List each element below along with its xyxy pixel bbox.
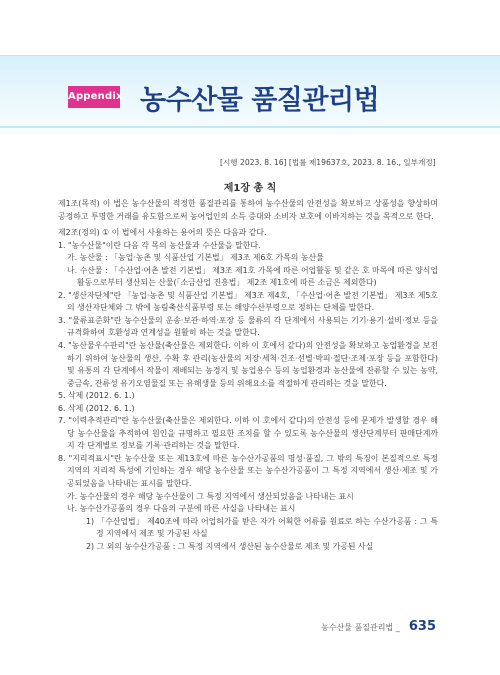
appendix-badge: Appendix bbox=[68, 86, 120, 108]
item-8-ga: 가. 농수산물의 경우 해당 농수산물이 그 특정 지역에서 생산되었음을 나타내는 표시 bbox=[67, 491, 354, 501]
item-2: 2. "생산자단체"란 「농업·농촌 및 식품산업 기본법」 제3조 제4호, 「수산업·어촌 발전 기본법」 제3조 제5호의 생산자단체와 그 밖에 농림축산식품부령 또는 해양수산부령으로 정하는 단체를 말한다. bbox=[58, 290, 438, 313]
enforcement-info: [시행 2023. 8. 16] [법률 제19637호, 2023. 8. 16., 일부개정] bbox=[220, 158, 436, 167]
law-text bbox=[58, 198, 438, 553]
document-title: 농수산물 품질관리법 bbox=[140, 85, 380, 116]
chapter-heading: 제1장 총 칙 bbox=[223, 183, 277, 194]
item-7: 7. "이력추적관리"란 농수산물(축산물은 제외한다. 이하 이 호에서 같다)의 안전성 등에 문제가 발생할 경우 해당 농수산물을 추적하여 원인을 규명하고 필요한 조치를 할 수 있도록 농수산물의 생산단계부터 판매단계까지 각 단계별로 정보를 기록·관리하는 것을 말한다. bbox=[58, 416, 438, 451]
item-6: 6. 삭제 (2012. 6. 1.) bbox=[58, 403, 135, 413]
item-1-ga: 가. 농산물 : 「농업·농촌 및 식품산업 기본법」 제3조 제6호 가목의 농산물 bbox=[67, 253, 324, 263]
item-1-na: 나. 수산물 : 「수산업·어촌 발전 기본법」 제3조 제1호 가목에 따른 어업활동 및 같은 호 마목에 따른 양식업활동으로부터 생산되는 산물(「소금산업 진흥법」 제2조 제1호에 따른 소금은 제외한다) bbox=[67, 265, 438, 288]
footer-label: 농수산물 품질관리법 bbox=[321, 623, 394, 632]
page-number: 635 bbox=[408, 619, 436, 634]
item-8-na: 나. 농수산가공품의 경우 다음의 구분에 따른 사실을 나타내는 표시 bbox=[67, 504, 296, 514]
item-8: 8. "지리적표시"란 농수산물 또는 제13호에 따른 농수산가공품의 명성·품질, 그 밖의 특징이 본질적으로 특정 지역의 지리적 특성에 기인하는 경우 해당 농수산물 또는 농수산가공품이 그 특정 지역에서 생산·제조 및 가공되었음을 나타내는 표시를 말한다. bbox=[58, 453, 438, 489]
item-1: 1. "농수산물"이란 다음 각 목의 농산물과 수산물을 말한다. bbox=[58, 240, 261, 250]
article-1: 제1조(목적) 이 법은 농수산물의 적정한 품질관리를 통하여 농수산물의 안전성을 확보하고 상품성을 향상하며 공정하고 투명한 거래를 유도함으로써 농어업인의 소득 증대와 소비자 보호에 이바지하는 것을 목적으로 한다. bbox=[58, 199, 438, 221]
item-8-na-2: 2) 그 외의 농수산가공품 : 그 특정 지역에서 생산된 농수산물로 제조 및 가공된 사실 bbox=[86, 541, 374, 551]
header-divider bbox=[0, 126, 500, 128]
item-3: 3. "물류표준화"란 농수산물의 운송·보관·하역·포장 등 물류의 각 단계에서 사용되는 기기·용기·설비·정보 등을 규격화하여 호환성과 연계성을 원활히 하는 것을 말한다. bbox=[58, 315, 438, 338]
item-5: 5. 삭제 (2012. 6. 1.) bbox=[58, 391, 135, 401]
article-2: 제2조(정의) ① 이 법에서 사용하는 용어의 뜻은 다음과 같다. bbox=[58, 228, 267, 238]
item-4: 4. "농산물우수관리"란 농산물(축산물은 제외한다. 이하 이 호에서 같다)의 안전성을 확보하고 농업환경을 보전하기 위하여 농산물의 생산, 수확 후 관리(농산물의 저장·세척·건조·선별·박피·절단·조제·포장 등을 포함한다) 및 유통의 각 단계에서 작물이 재배되는 농경지 및 농업용수 등의 농업환경과 농산물에 잔류할 수 있는 농약, 중금속, 잔류성 유기오염물질 또는 유해생물 등의 위해요소를 적절하게 관리하는 것을 말한다. bbox=[58, 341, 438, 388]
item-8-na-1: 1) 「수산업법」 제40조에 따라 어업허가를 받은 자가 어획한 어류를 원료로 하는 수산가공품 : 그 특정 지역에서 제조 및 가공된 사실 bbox=[86, 516, 438, 539]
page-footer bbox=[321, 615, 436, 634]
footer-separator: _ bbox=[393, 623, 400, 632]
